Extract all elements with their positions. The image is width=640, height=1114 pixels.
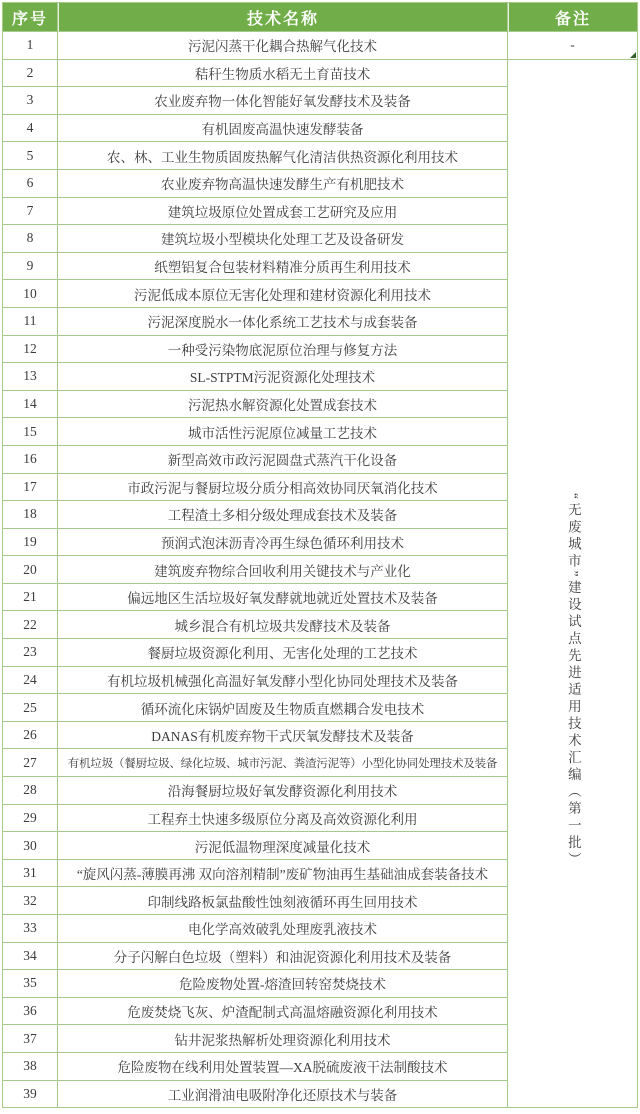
tech-name-cell: 秸秆生物质水稻无土育苗技术 bbox=[58, 60, 508, 88]
header-row bbox=[3, 3, 638, 32]
tech-name-cell: 有机垃圾（餐厨垃圾、绿化垃圾、城市污泥、粪渣污泥等）小型化协同处理技术及装备 bbox=[58, 749, 508, 777]
header-name: 技术名称 bbox=[58, 3, 508, 32]
row-index-cell: 37 bbox=[3, 1025, 58, 1053]
tech-name-cell: 危废焚烧飞灰、炉渣配制式高温熔融资源化利用技术 bbox=[58, 998, 508, 1026]
row-index-cell: 8 bbox=[3, 225, 58, 253]
tech-name-cell: SL-STPTM污泥资源化处理技术 bbox=[58, 363, 508, 391]
row-index-cell: 16 bbox=[3, 446, 58, 474]
corner-marker-icon bbox=[630, 52, 636, 58]
remark-cell bbox=[508, 32, 638, 60]
tech-name-cell: 建筑垃圾小型模块化处理工艺及设备研发 bbox=[58, 225, 508, 253]
table-row bbox=[3, 32, 638, 60]
table-header bbox=[3, 3, 638, 32]
tech-name-cell: 农业废弃物高温快速发酵生产有机肥技术 bbox=[58, 170, 508, 198]
tech-name-cell: 危险废物处置-熔渣回转窑焚烧技术 bbox=[58, 970, 508, 998]
tech-name-cell: 预润式泡沫沥青冷再生绿色循环利用技术 bbox=[58, 529, 508, 557]
tech-name-cell: 污泥低成本原位无害化处理和建材资源化利用技术 bbox=[58, 280, 508, 308]
tech-name-cell: 污泥低温物理深度减量化技术 bbox=[58, 832, 508, 860]
tech-name-cell: 新型高效市政污泥圆盘式蒸汽干化设备 bbox=[58, 446, 508, 474]
tech-name-cell: 印制线路板氯盐酸性蚀刻液循环再生回用技术 bbox=[58, 887, 508, 915]
technology-table bbox=[2, 2, 638, 1108]
header-index: 序号 bbox=[3, 3, 58, 32]
tech-name-cell: 电化学高效破乳处理废乳液技术 bbox=[58, 915, 508, 943]
tech-name-cell: 城乡混合有机垃圾共发酵技术及装备 bbox=[58, 611, 508, 639]
tech-name-cell: 危险废物在线利用处置装置—XA脱硫废液干法制酸技术 bbox=[58, 1053, 508, 1081]
tech-name-cell: 沿海餐厨垃圾好氧发酵资源化利用技术 bbox=[58, 777, 508, 805]
tech-name-cell: 市政污泥与餐厨垃圾分质分相高效协同厌氧消化技术 bbox=[58, 474, 508, 502]
tech-name-cell: DANAS有机废弃物干式厌氧发酵技术及装备 bbox=[58, 722, 508, 750]
row-index-cell: 19 bbox=[3, 529, 58, 557]
row-index-cell: 13 bbox=[3, 363, 58, 391]
tech-name-cell: 餐厨垃圾资源化利用、无害化处理的工艺技术 bbox=[58, 639, 508, 667]
tech-name-cell: 建筑垃圾原位处置成套工艺研究及应用 bbox=[58, 198, 508, 226]
row-index-cell: 5 bbox=[3, 142, 58, 170]
row-index-cell: 30 bbox=[3, 832, 58, 860]
row-index-cell: 22 bbox=[3, 611, 58, 639]
tech-name-cell: 污泥深度脱水一体化系统工艺技术与成套装备 bbox=[58, 308, 508, 336]
tech-name-cell: 有机垃圾机械强化高温好氧发酵小型化协同处理技术及装备 bbox=[58, 667, 508, 695]
row-index-cell: 23 bbox=[3, 639, 58, 667]
remark-dash: - bbox=[570, 37, 575, 53]
row-index-cell: 38 bbox=[3, 1053, 58, 1081]
row-index-cell: 24 bbox=[3, 667, 58, 695]
table-row bbox=[3, 60, 638, 88]
tech-name-cell: 分子闪解白色垃圾（塑料）和油泥资源化利用技术及装备 bbox=[58, 943, 508, 971]
row-index-cell: 2 bbox=[3, 60, 58, 88]
row-index-cell: 10 bbox=[3, 280, 58, 308]
row-index-cell: 1 bbox=[3, 32, 58, 60]
tech-name-cell: 建筑废弃物综合回收利用关键技术与产业化 bbox=[58, 556, 508, 584]
row-index-cell: 26 bbox=[3, 722, 58, 750]
row-index-cell: 21 bbox=[3, 584, 58, 612]
tech-name-cell: 污泥热水解资源化处置成套技术 bbox=[58, 391, 508, 419]
row-index-cell: 7 bbox=[3, 198, 58, 226]
row-index-cell: 28 bbox=[3, 777, 58, 805]
tech-name-cell: 有机固废高温快速发酵装备 bbox=[58, 115, 508, 143]
row-index-cell: 34 bbox=[3, 943, 58, 971]
merged-remark-cell bbox=[508, 60, 638, 1109]
tech-name-cell: 农、林、工业生物质固废热解气化清洁供热资源化利用技术 bbox=[58, 142, 508, 170]
tech-name-cell: “旋风闪蒸-薄膜再沸 双向溶剂精制”废矿物油再生基础油成套装备技术 bbox=[58, 860, 508, 888]
row-index-cell: 9 bbox=[3, 253, 58, 281]
row-index-cell: 12 bbox=[3, 336, 58, 364]
tech-name-cell: 偏远地区生活垃圾好氧发酵就地就近处置技术及装备 bbox=[58, 584, 508, 612]
tech-name-cell: 一种受污染物底泥原位治理与修复方法 bbox=[58, 336, 508, 364]
tech-name-cell: 工程弃土快速多级原位分离及高效资源化利用 bbox=[58, 805, 508, 833]
vertical-remark-text: “无废城市”建设试点先进适用技术汇编（第一批） bbox=[565, 493, 581, 870]
row-index-cell: 39 bbox=[3, 1081, 58, 1109]
row-index-cell: 11 bbox=[3, 308, 58, 336]
tech-name-cell: 污泥闪蒸干化耦合热解气化技术 bbox=[58, 32, 508, 60]
row-index-cell: 32 bbox=[3, 887, 58, 915]
row-index-cell: 29 bbox=[3, 805, 58, 833]
row-index-cell: 36 bbox=[3, 998, 58, 1026]
row-index-cell: 14 bbox=[3, 391, 58, 419]
table-body bbox=[3, 32, 638, 1108]
row-index-cell: 6 bbox=[3, 170, 58, 198]
row-index-cell: 33 bbox=[3, 915, 58, 943]
tech-name-cell: 工业润滑油电吸附净化还原技术与装备 bbox=[58, 1081, 508, 1109]
tech-name-cell: 工程渣土多相分级处理成套技术及装备 bbox=[58, 501, 508, 529]
tech-name-cell: 纸塑铝复合包装材料精准分质再生利用技术 bbox=[58, 253, 508, 281]
row-index-cell: 20 bbox=[3, 556, 58, 584]
row-index-cell: 18 bbox=[3, 501, 58, 529]
row-index-cell: 15 bbox=[3, 418, 58, 446]
row-index-cell: 35 bbox=[3, 970, 58, 998]
header-remark: 备注 bbox=[508, 3, 638, 32]
row-index-cell: 17 bbox=[3, 474, 58, 502]
row-index-cell: 31 bbox=[3, 860, 58, 888]
row-index-cell: 4 bbox=[3, 115, 58, 143]
row-index-cell: 3 bbox=[3, 87, 58, 115]
row-index-cell: 27 bbox=[3, 749, 58, 777]
row-index-cell: 25 bbox=[3, 694, 58, 722]
tech-name-cell: 城市活性污泥原位减量工艺技术 bbox=[58, 418, 508, 446]
tech-name-cell: 钻井泥浆热解析处理资源化利用技术 bbox=[58, 1025, 508, 1053]
tech-name-cell: 农业废弃物一体化智能好氧发酵技术及装备 bbox=[58, 87, 508, 115]
tech-name-cell: 循环流化床锅炉固废及生物质直燃耦合发电技术 bbox=[58, 694, 508, 722]
